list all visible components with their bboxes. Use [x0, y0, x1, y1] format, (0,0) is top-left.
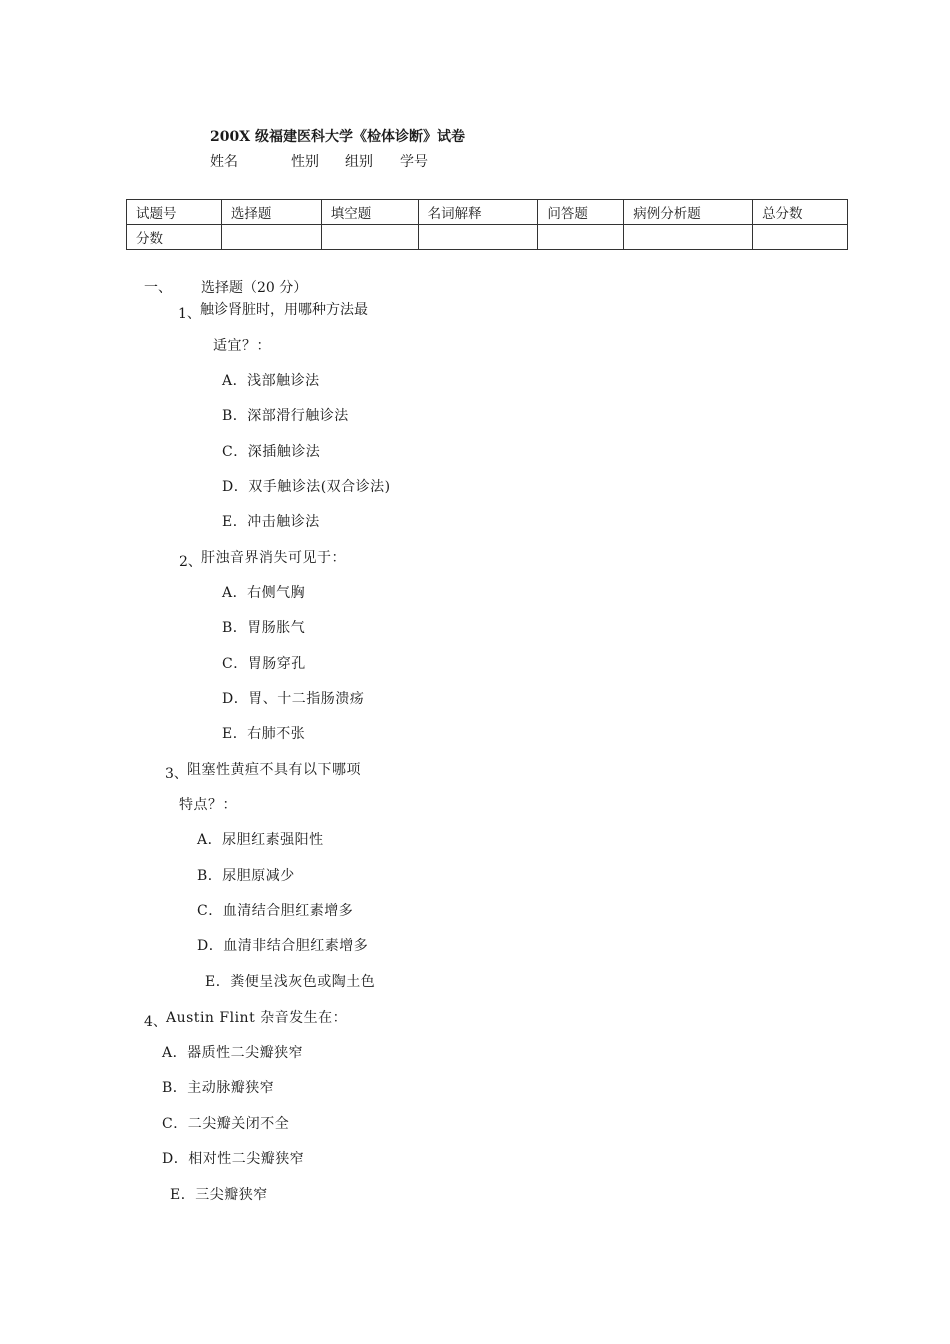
question-1-text: 触诊肾脏时，用哪种方法最	[200, 302, 368, 318]
question-2-option-a: A．右侧气胸	[222, 585, 306, 601]
question-4-number: 4、	[144, 1014, 167, 1030]
table-score-cell[interactable]	[221, 225, 321, 250]
table-header-cell: 总分数	[753, 200, 848, 225]
table-score-cell[interactable]	[624, 225, 753, 250]
field-group-label: 组别	[345, 154, 373, 170]
question-2-option-d: D．胃、十二指肠溃疡	[222, 691, 365, 707]
question-1-option-a: A．浅部触诊法	[222, 373, 320, 389]
question-2-option-e: E．右肺不张	[222, 726, 306, 742]
score-table	[126, 199, 848, 250]
table-header-cell: 病例分析题	[624, 200, 753, 225]
question-1-number: 1、	[178, 306, 201, 322]
table-header-cell: 填空题	[321, 200, 418, 225]
question-2-number: 2、	[179, 554, 202, 570]
question-3-option-e: E．粪便呈浅灰色或陶土色	[205, 974, 376, 990]
field-gender-label: 性别	[291, 154, 319, 170]
field-student-id-label: 学号	[400, 154, 428, 170]
table-score-row	[127, 225, 848, 250]
question-3-text-cont: 特点？：	[179, 797, 237, 813]
question-3-option-c: C．血清结合胆红素增多	[197, 903, 354, 919]
question-4-option-e: E．三尖瓣狭窄	[170, 1187, 268, 1203]
table-header-row	[127, 200, 848, 225]
table-header-cell: 选择题	[221, 200, 321, 225]
question-1-option-d: D．双手触诊法(双合诊法)	[222, 479, 391, 495]
question-4-option-b: B．主动脉瓣狭窄	[162, 1080, 275, 1096]
table-score-cell[interactable]	[538, 225, 624, 250]
question-2-option-c: C．胃肠穿孔	[222, 656, 306, 672]
section-title: 选择题（20 分）	[201, 280, 308, 296]
question-3-option-b: B．尿胆原减少	[197, 868, 295, 884]
table-header-cell: 试题号	[127, 200, 222, 225]
table-header-cell: 名词解释	[418, 200, 538, 225]
question-3-option-d: D．血清非结合胆红素增多	[197, 938, 369, 954]
question-1-option-c: C．深插触诊法	[222, 444, 321, 460]
question-2-option-b: B．胃肠胀气	[222, 620, 306, 636]
question-4-option-c: C．二尖瓣关闭不全	[162, 1116, 290, 1132]
question-3-number: 3、	[165, 766, 188, 782]
question-4-option-d: D．相对性二尖瓣狭窄	[162, 1151, 305, 1167]
question-1-option-e: E．冲击触诊法	[222, 514, 320, 530]
field-name-label: 姓名	[210, 154, 238, 170]
question-4-text: Austin Flint 杂音发生在：	[166, 1010, 348, 1026]
question-2-text: 肝浊音界消失可见于：	[201, 550, 346, 566]
question-1-text-cont: 适宜？：	[213, 338, 271, 354]
table-row-label: 分数	[127, 225, 222, 250]
question-3-option-a: A．尿胆红素强阳性	[197, 832, 324, 848]
question-3-text: 阻塞性黄疸不具有以下哪项	[187, 762, 361, 778]
section-number: 一、	[144, 280, 172, 296]
exam-title: 200X 级福建医科大学《检体诊断》试卷	[210, 129, 465, 145]
table-score-cell[interactable]	[418, 225, 538, 250]
question-4-option-a: A．器质性二尖瓣狭窄	[162, 1045, 304, 1061]
table-header-cell: 问答题	[538, 200, 624, 225]
table-score-cell[interactable]	[321, 225, 418, 250]
question-1-option-b: B．深部滑行触诊法	[222, 408, 349, 424]
table-score-cell[interactable]	[753, 225, 848, 250]
